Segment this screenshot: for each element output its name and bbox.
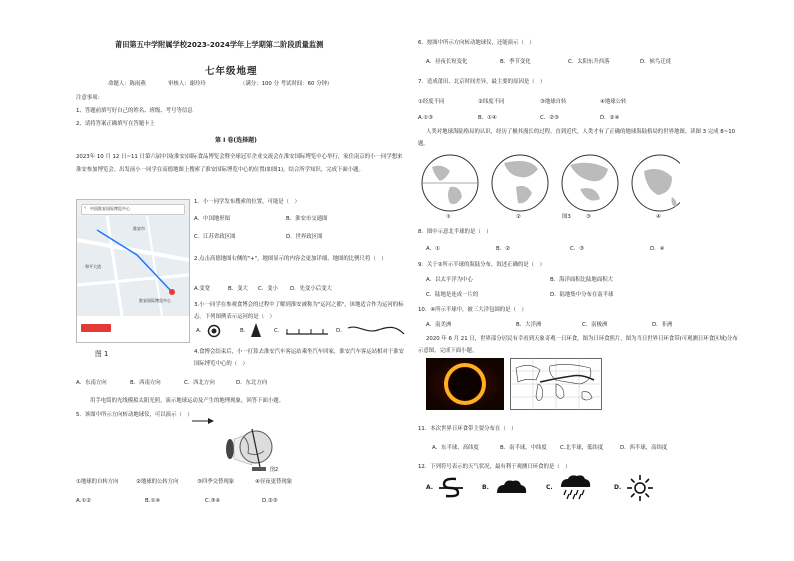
q1-stem: 1．小一同学发布搜索的位置，可能是（ ） <box>194 199 300 205</box>
legend-river-icon <box>346 322 406 338</box>
q11-option[interactable]: D．西半球，高纬度 <box>620 445 668 451</box>
score-info: （满分：100 分 考试时间：60 分钟） <box>240 81 333 87</box>
world-eclipse-map <box>510 358 602 410</box>
q10-option[interactable]: A．南美洲 <box>426 322 452 328</box>
q10-option[interactable]: D．非洲 <box>652 322 673 328</box>
map-search-text: 中国淮安国际博览中心 <box>90 206 130 211</box>
q8-option[interactable]: D．④ <box>650 246 665 252</box>
hemisphere-1 <box>422 155 478 211</box>
q7-statement: ②纬度不同 <box>478 99 505 105</box>
q8-option[interactable]: A．① <box>426 246 440 252</box>
q9-stem: 9．关于②所示半球的海陆分布，叙述正确的是（ ） <box>418 262 545 268</box>
q2-option[interactable]: D．先变小后变大 <box>290 286 332 292</box>
q12-option[interactable]: A. <box>426 484 434 491</box>
map-place: 淮安国际博览中心 <box>139 298 171 303</box>
q6-option[interactable]: C．太阳东升西落 <box>568 59 610 65</box>
q9-option[interactable]: A．以太平洋为中心 <box>426 277 473 283</box>
q5-statement: ②地球的公转方向 <box>136 479 179 485</box>
q5-statement: ④昼夜更替现象 <box>255 479 293 485</box>
map-pin-icon <box>169 289 175 295</box>
q11-stem: 11．本次世界日环食带主要分布在（ ） <box>418 426 517 432</box>
q4-option[interactable]: A．东南方向 <box>76 380 107 386</box>
q4-option[interactable]: D．东北方向 <box>236 380 268 386</box>
flashlight-icon <box>226 439 234 459</box>
figure-caption: 图 1 <box>95 350 109 358</box>
q11-option[interactable]: B．南半球，中纬度 <box>500 445 547 451</box>
q10-option[interactable]: C．南极洲 <box>582 322 608 328</box>
q7-statement: ④地球公转 <box>600 99 627 105</box>
q5-stem: 5．该图中所示方向转动地球仪，可以演示（ ） <box>76 412 193 418</box>
reviewer: 审核人：谢玲玲 <box>168 81 206 87</box>
q12-stem: 12．下列符号表示的天气状况，最有利于观测日环食的是（ ） <box>418 464 571 470</box>
hemisphere-4 <box>632 155 680 211</box>
q8-option[interactable]: C．③ <box>570 246 584 252</box>
globe-label: ① <box>446 214 451 220</box>
q2-option[interactable]: C．变小 <box>258 286 278 292</box>
exam-subtitle: 七年级地理 <box>205 66 258 77</box>
q9-option[interactable]: C．陆地是连成一片的 <box>426 292 479 298</box>
q12-option[interactable]: D. <box>614 484 622 491</box>
q7-statement: ①经度不同 <box>418 99 445 105</box>
intro-paragraph: 2023年 10 月 12 日~11 日第六届中国(淮安)国际食品博览会暨全球冠军企业交流会在淮安国际博览中心举行，家住南京的小一同学想来淮安参加博览会。出发前小一同学在高德地图上搜索了淮安国际博览中心的位置(如图1)。结合所学知识，完成下面小题。 <box>76 154 403 173</box>
q5-statement: ①地球的自转方向 <box>76 479 119 485</box>
back-arrow-icon: ‹ <box>84 205 86 211</box>
rain-cloud-symbol-icon <box>558 474 592 500</box>
q7-option[interactable]: B．①④ <box>478 115 497 121</box>
hemisphere-2 <box>492 155 548 211</box>
q10-option[interactable]: B．大洋洲 <box>516 322 542 328</box>
notice-line: 1、答题前填写好自己的姓名、班级、考号等信息 <box>76 108 193 114</box>
figure-caption: 图3 <box>562 214 571 220</box>
q11-option[interactable]: C.北半球，低纬度 <box>560 445 604 451</box>
map-place: 淮安市 <box>133 226 145 231</box>
q1-option[interactable]: A．中国地形图 <box>194 216 231 222</box>
notice-line: 2、请将答案正确填写在答题卡上 <box>76 121 155 127</box>
q7-stem: 7．造成莆田、北京时间差异，最主要的原因是（ ） <box>418 79 546 85</box>
q1-option[interactable]: B．淮安市交通图 <box>286 216 328 222</box>
sandstorm-symbol-icon <box>438 476 464 498</box>
q7-option[interactable]: A.①③ <box>418 115 433 121</box>
q4-option[interactable]: C．西北方向 <box>184 380 215 386</box>
q3-option[interactable]: A. <box>196 328 202 334</box>
q4-stem: 4.食博会结束后，小一打算去淮安汽车客运站乘坐汽车回家，淮安汽车客运站相对于淮安国际博览中心的（ ） <box>194 349 404 367</box>
q7-option[interactable]: D．②④ <box>600 115 620 121</box>
q5-statement: ③四季交替现象 <box>197 479 235 485</box>
q1-option[interactable]: D．世界政区图 <box>286 234 323 240</box>
q2-option[interactable]: B．变大 <box>228 286 248 292</box>
map-place: 和平大道 <box>85 264 101 269</box>
globe-label: ④ <box>656 214 661 220</box>
q12-option[interactable]: B. <box>482 484 489 491</box>
para-eclipse: 2020 年 6 月 21 日，世界部分居民有幸看到天象奇观一日环食，图为日环食照片，图为当日世界日环食带(可观测日环食区域)分布示意图。完成下面小题。 <box>418 336 738 354</box>
legend-railway-icon <box>285 326 329 336</box>
q9-option[interactable]: D．陆地集中分布在南半球 <box>550 292 614 298</box>
q8-option[interactable]: B．② <box>496 246 510 252</box>
q7-option[interactable]: C．②③ <box>540 115 559 121</box>
q12-option[interactable]: C. <box>546 484 553 491</box>
q6-option[interactable]: B．季节变化 <box>500 59 531 65</box>
q5-option[interactable]: D.②③ <box>262 498 278 504</box>
q3-option[interactable]: C. <box>274 328 280 334</box>
sunny-symbol-icon <box>626 474 654 502</box>
globe-label: ③ <box>586 214 591 220</box>
exam-title: 莆田第五中学附属学校2023-2024学年上学期第二阶段质量监测 <box>115 40 324 49</box>
globe-label: ② <box>516 214 521 220</box>
para-2: 用手电筒的光线模拟太阳光照，演示地球运动及产生的地理现象，回答下面小题。 <box>90 398 285 404</box>
map-screenshot <box>76 199 190 343</box>
q6-option[interactable]: A．昼夜长短变化 <box>426 59 468 65</box>
section-title: 第 Ⅰ 卷(选择题) <box>215 137 257 144</box>
q1-option[interactable]: C．江苏省政区图 <box>194 234 236 240</box>
q2-stem: 2.点击高德地图右侧的"+"，地图显示的内容会更加详细，地图的比例尺将（ ） <box>194 256 387 262</box>
q5-option[interactable]: C.③④ <box>205 498 221 504</box>
legend-circle-icon <box>207 324 221 338</box>
legend-triangle-icon <box>250 322 262 338</box>
svg-text:图2: 图2 <box>270 467 279 473</box>
q3-option[interactable]: B. <box>240 328 246 334</box>
q3-option[interactable]: D. <box>336 328 342 334</box>
q5-option[interactable]: B.①④ <box>145 498 161 504</box>
q6-option[interactable]: D．候鸟迁徙 <box>640 59 672 65</box>
author: 命题人：陈雨燕 <box>108 81 146 87</box>
q7-statement: ③地球自转 <box>540 99 567 105</box>
q6-stem: 6．按图中所示方向转动地球仪，还能演示（ ） <box>418 40 535 46</box>
notice-heading: 注意事项： <box>76 95 103 101</box>
hemispheres-figure <box>420 153 680 223</box>
hemisphere-3 <box>562 155 618 211</box>
q4-option[interactable]: B．西南方向 <box>130 380 161 386</box>
overcast-symbol-icon <box>494 478 528 496</box>
q9-option[interactable]: B．海洋面积比陆地面积大 <box>550 277 613 283</box>
q5-option[interactable]: A.①② <box>76 498 91 504</box>
q10-stem: 10．④所示半球中，被三大洋包围的是（ ） <box>418 307 527 313</box>
globe-flashlight-figure <box>190 413 280 475</box>
eclipse-photo <box>426 358 504 410</box>
map-canvas <box>77 200 189 342</box>
para-globes: 人类对地球海陆格局的认识，经历了极其漫长的过程。直到近代，人类才有了正确的地球海陆格局的世界地图。读图 3 完成 8~10 题。 <box>418 129 736 147</box>
q8-stem: 8．图中示意北半球的是（ ） <box>418 229 492 235</box>
q11-option[interactable]: A．东半球，高纬度 <box>432 445 479 451</box>
q3-stem: 3.小一同学在参观食博会的过程中了解到淮安被称为"运河之都"，该地适合作为运河的标志。下列图例表示运河的是（ ） <box>194 302 404 320</box>
q2-option[interactable]: A.变宽 <box>194 286 211 292</box>
